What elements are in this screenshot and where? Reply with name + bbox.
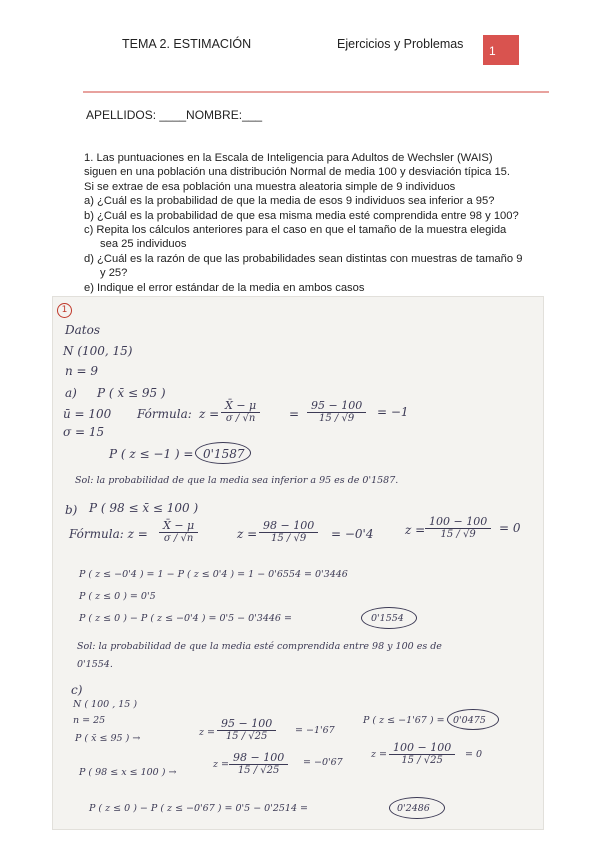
hw-formula-word: Fórmula:: [137, 407, 192, 421]
exercise-intro: 1. Las puntuaciones en la Escala de Inteligencia para Adultos de Wechsler (WAIS) siguen en una población una distribución Normal de media 100 y desviación típica 15.: [84, 152, 511, 179]
hw-mu: ū = 100: [63, 407, 112, 421]
exercise-statement: [84, 151, 524, 295]
hw-c-z3-eq: z =: [371, 749, 387, 760]
hw-c-z2-den: 15 / √25: [237, 765, 280, 776]
hw-a-solution: Sol: la probabilidad de que la media sea inferior a 95 es de 0'1587.: [75, 475, 399, 486]
hw-c-n: n = 25: [73, 715, 106, 726]
hw-b-solution-1: Sol: la probabilidad de que la media esté comprendida entre 98 y 100 es de: [77, 641, 442, 652]
hw-b-line3: P ( z ≤ 0 ) − P ( z ≤ −0'4 ) = 0'5 − 0'3446 =: [79, 613, 292, 624]
hw-b-z2-den: 15 / √9: [440, 529, 476, 540]
hw-c-p2: P ( 98 ≤ x ≤ 100 ) →: [79, 767, 177, 778]
hw-b-z1-eq: z =: [237, 527, 258, 541]
hw-b-line2: P ( z ≤ 0 ) = 0'5: [79, 591, 156, 602]
hw-c-z1-den: 15 / √25: [225, 731, 268, 742]
hw-a-den: 15 / √9: [319, 413, 355, 424]
hw-c-z2-eq: z =: [213, 759, 229, 770]
hw-datos: Datos: [65, 323, 100, 337]
exercise-item-d-cont: y 25?: [100, 267, 128, 280]
hw-b-line1: P ( z ≤ −0'4 ) = 1 − P ( z ≤ 0'4 ) = 1 − 0'6554 = 0'3446: [79, 569, 348, 580]
hw-a-num: 95 − 100: [307, 399, 366, 413]
exercise-item-c: c) Repita los cálculos anteriores para el caso en que el tamaño de la muestra elegida: [84, 224, 507, 237]
hw-c-z3-num: 100 − 100: [389, 741, 455, 755]
hw-b-formula: Fórmula: z =: [69, 527, 148, 541]
exercise-item-e: e) Indique el error estándar de la media en ambos casos: [84, 281, 365, 294]
handwritten-solution-scan: [52, 296, 544, 830]
header-divider: [83, 91, 549, 93]
hw-b-z2-eq: z =: [405, 523, 426, 537]
hw-part-a-label: a): [65, 386, 77, 400]
answer-oval: [361, 607, 417, 629]
hw-c-z2-fraction: [229, 751, 288, 776]
hw-formula-fraction: [221, 399, 260, 424]
exercise-sample: Si se extrae de esa población una muestra aleatoria simple de 9 individuos: [84, 180, 456, 193]
hw-c-z2-num: 98 − 100: [229, 751, 288, 765]
hw-eq-sign: =: [289, 407, 300, 421]
hw-c-z3-fraction: [389, 741, 455, 766]
header-section: Ejercicios y Problemas: [337, 37, 464, 51]
exercise-item-d: d) ¿Cuál es la razón de que las probabilidades sean distintas con muestras de tamaño 9: [84, 252, 523, 265]
hw-c-z1-result: = −1'67: [295, 725, 335, 736]
hw-c-z1-fraction: [217, 717, 276, 742]
hw-b-formula-num: X̄ − μ: [159, 519, 198, 533]
hw-b-z1-den: 15 / √9: [271, 533, 307, 544]
hw-c-circled-answer-1: 0'0475: [453, 715, 486, 726]
student-name-line: APELLIDOS: ____NOMBRE:___: [86, 108, 263, 122]
hw-c-z1-eq: z =: [199, 727, 215, 738]
hw-c-p3: P ( z ≤ 0 ) − P ( z ≤ −0'67 ) = 0'5 − 0'2514 =: [89, 803, 308, 814]
hw-sigma: σ = 15: [63, 425, 105, 439]
hw-part-b-label: b): [65, 503, 78, 517]
page-number-badge: 1: [483, 35, 519, 65]
hw-b-solution-2: 0'1554.: [77, 659, 113, 670]
hw-a-circled-answer: 0'1587: [203, 447, 245, 461]
hw-c-dist: N ( 100 , 15 ): [73, 699, 138, 710]
hw-distribution: N (100, 15): [63, 344, 133, 358]
hw-b-formula-den: σ / √n: [163, 533, 194, 544]
hw-c-z3-den: 15 / √25: [401, 755, 443, 766]
hw-c-z1-num: 95 − 100: [217, 717, 276, 731]
hw-formula-den: σ / √n: [225, 413, 256, 424]
answer-oval: [389, 797, 445, 819]
exercise-item-a: a) ¿Cuál es la probabilidad de que la media de esos 9 individuos sea inferior a 95?: [84, 195, 495, 208]
hw-b-z2-result: = 0: [499, 521, 521, 535]
hw-a-fraction: [307, 399, 366, 424]
hw-formula-num: X̄ − μ: [221, 399, 260, 413]
hw-b-z2-fraction: [425, 515, 491, 540]
hw-c-circled-answer-2: 0'2486: [397, 803, 430, 814]
hw-c-z2-result: = −0'67: [303, 757, 343, 768]
header-title: TEMA 2. ESTIMACIÓN: [122, 37, 252, 51]
hw-b-z1-result: = −0'4: [331, 527, 374, 541]
hw-c-p1: P ( x̄ ≤ 95 ) →: [75, 733, 141, 744]
hw-n9: n = 9: [65, 364, 99, 378]
hw-a-result: = −1: [377, 405, 409, 419]
hw-z-eq: z =: [199, 407, 220, 421]
hw-b-z1-fraction: [259, 519, 318, 544]
hw-a-prob-z: P ( z ≤ −1 ) =: [109, 447, 194, 461]
exercise-item-c-cont: sea 25 individuos: [100, 238, 187, 251]
hw-part-c-label: c): [71, 683, 83, 697]
answer-oval: [447, 709, 499, 730]
exercise-number-circle: 1: [57, 303, 72, 318]
hw-b-z2-num: 100 − 100: [425, 515, 491, 529]
hw-part-b-prob: P ( 98 ≤ x̄ ≤ 100 ): [89, 501, 199, 515]
answer-oval: [195, 442, 251, 464]
exercise-item-b: b) ¿Cuál es la probabilidad de que esa misma media esté comprendida entre 98 y 100?: [84, 209, 519, 222]
hw-c-z3-result: = 0: [465, 749, 483, 760]
hw-b-formula-fraction: [159, 519, 198, 544]
hw-part-a-prob: P ( x̄ ≤ 95 ): [97, 386, 166, 400]
hw-b-z1-num: 98 − 100: [259, 519, 318, 533]
hw-c-p1b: P ( z ≤ −1'67 ) =: [363, 715, 445, 726]
hw-b-circled-answer: 0'1554: [371, 613, 404, 624]
